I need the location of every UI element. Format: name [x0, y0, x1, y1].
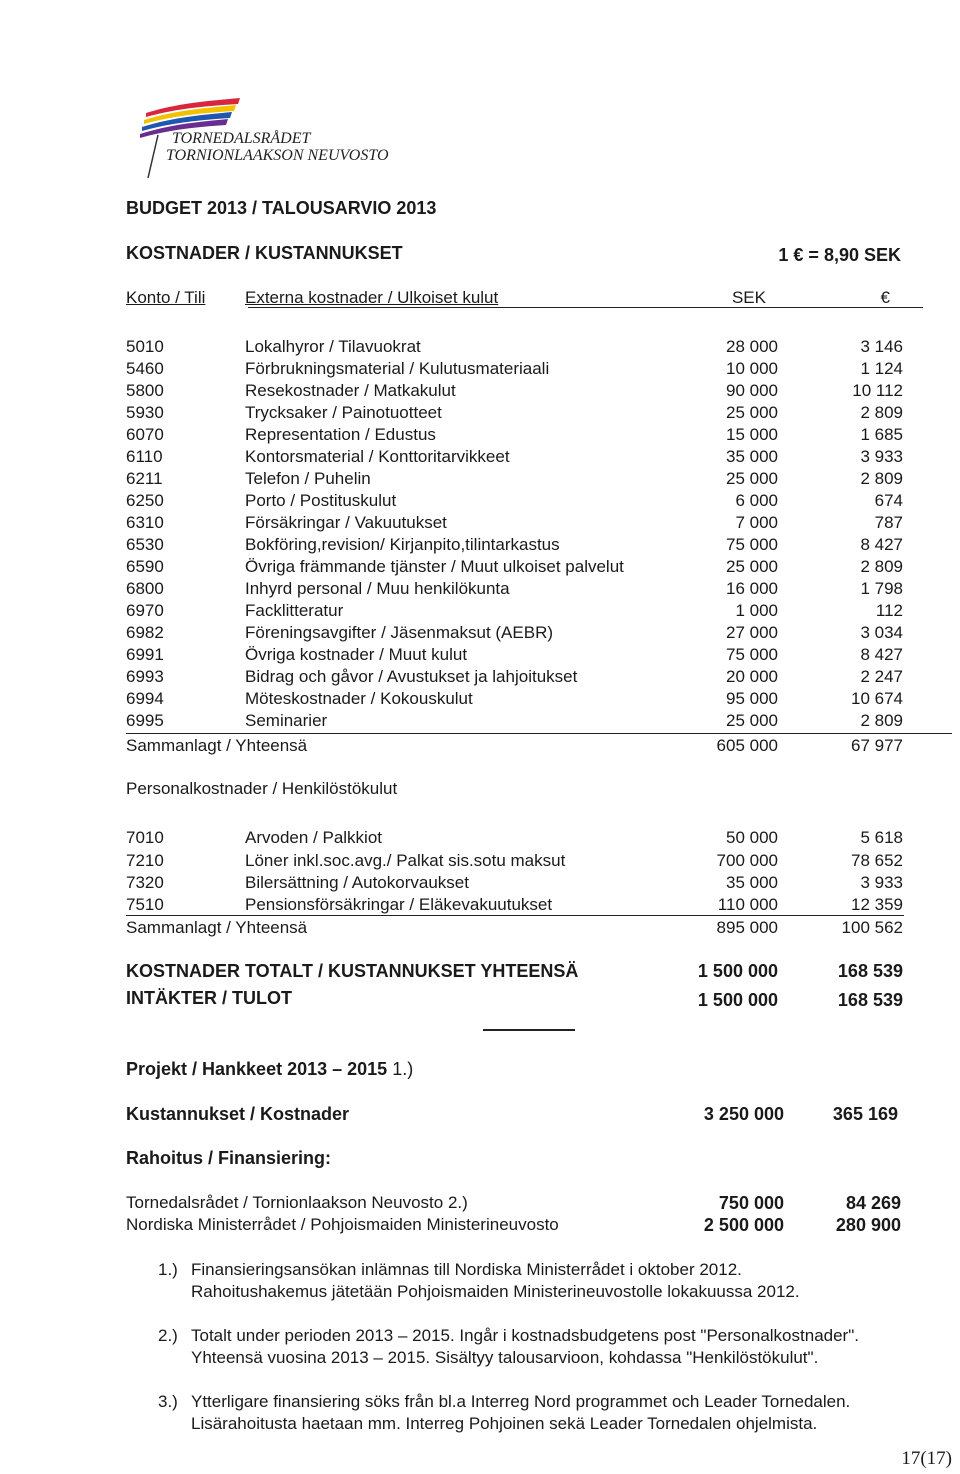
org-name-sv: TORNEDALSRÅDET	[172, 130, 311, 147]
financing-row: Tornedalsrådet / Tornionlaakson Neuvosto 2.) 750 000 84 269	[126, 1193, 901, 1213]
table-row: 6994 Möteskostnader / Kokouskulut 95 000 10 674	[126, 689, 903, 708]
table-row: 6530 Bokföring,revision/ Kirjanpito,tilintarkastus 75 000 8 427	[126, 535, 903, 554]
table-row: 7510 Pensionsförsäkringar / Eläkevakuutukset 110 000 12 359	[126, 895, 903, 914]
col-account: Konto / Tili	[126, 288, 206, 307]
table-row: 6070 Representation / Edustus 15 000 1 685	[126, 425, 903, 444]
table-row: 6982 Föreningsavgifter / Jäsenmaksut (AEBR) 27 000 3 034	[126, 623, 903, 642]
table-row: 5010 Lokalhyror / Tilavuokrat 28 000 3 146	[126, 337, 903, 356]
separator-rule	[483, 1029, 575, 1031]
project-heading: Projekt / Hankkeet 2013 – 2015	[126, 1059, 388, 1079]
personnel-total-rule	[126, 915, 904, 916]
personnel-heading: Personalkostnader / Henkilöstökulut	[126, 779, 398, 798]
external-total-row: Sammanlagt / Yhteensä 605 000 67 977	[126, 736, 903, 755]
page-number: 17(17)	[901, 1448, 952, 1469]
table-row: 6250 Porto / Postituskulut 6 000 674	[126, 491, 903, 510]
table-row: 7210 Löner inkl.soc.avg./ Palkat sis.sotu maksut 700 000 78 652	[126, 851, 903, 870]
col-eur: €	[880, 288, 890, 307]
table-row: 5460 Förbrukningsmaterial / Kulutusmateriaali 10 000 1 124	[126, 359, 903, 378]
financing-row: Nordiska Ministerrådet / Pohjoismaiden Ministerineuvosto 2 500 000 280 900	[126, 1215, 901, 1235]
page-title: BUDGET 2013 / TALOUSARVIO 2013	[126, 198, 437, 218]
income-total-row: INTÄKTER / TULOT 1 500 000 168 539	[126, 988, 903, 1010]
footnote: 1.) Finansieringsansökan inlämnas till Nordiska Ministerrådet i oktober 2012. Rahoitushakemus jätetään Pohjoismaiden Ministerineuvostolle lokakuussa 2012.	[158, 1260, 800, 1301]
table-row: 7320 Bilersättning / Autokorvaukset 35 000 3 933	[126, 873, 903, 892]
table-row: 6991 Övriga kostnader / Muut kulut 75 000 8 427	[126, 645, 903, 664]
costs-heading: KOSTNADER / KUSTANNUKSET	[126, 243, 403, 263]
header-rule	[248, 307, 923, 308]
project-heading-note: 1.)	[392, 1059, 414, 1079]
table-row: 6800 Inhyrd personal / Muu henkilökunta 16 000 1 798	[126, 579, 903, 598]
table-row: 6110 Kontorsmaterial / Konttoritarvikkeet 35 000 3 933	[126, 447, 903, 466]
external-total-rule	[126, 733, 952, 734]
table-row: 6995 Seminarier 25 000 2 809	[126, 711, 903, 730]
table-row: 6211 Telefon / Puhelin 25 000 2 809	[126, 469, 903, 488]
table-row: 6590 Övriga främmande tjänster / Muut ulkoiset palvelut 25 000 2 809	[126, 557, 903, 576]
financing-heading: Rahoitus / Finansiering:	[126, 1148, 332, 1168]
table-row: 5800 Resekostnader / Matkakulut 90 000 10 112	[126, 381, 903, 400]
col-desc: Externa kostnader / Ulkoiset kulut	[245, 288, 499, 307]
project-costs-row: Kustannukset / Kostnader 3 250 000 365 169	[126, 1104, 898, 1124]
table-row: 6310 Försäkringar / Vakuutukset 7 000 787	[126, 513, 903, 532]
logo	[128, 93, 428, 183]
footnote: 3.) Ytterligare finansiering söks från bl.a Interreg Nord programmet och Leader Tornedalen. Lisärahoitusta haetaan mm. Interreg Pohjoinen sekä Leader Tornedalen ohjelmista.	[158, 1392, 851, 1433]
table-row: 6993 Bidrag och gåvor / Avustukset ja lahjoitukset 20 000 2 247	[126, 667, 903, 686]
personnel-total-row: Sammanlagt / Yhteensä 895 000 100 562	[126, 918, 903, 937]
costs-total-row: KOSTNADER TOTALT / KUSTANNUKSET YHTEENSÄ 1 500 000 168 539	[126, 961, 903, 981]
exchange-rate: 1 € = 8,90 SEK	[778, 245, 901, 265]
table-row: 6970 Facklitteratur 1 000 112	[126, 601, 903, 620]
footnote: 2.) Totalt under perioden 2013 – 2015. Ingår i kostnadsbudgetens post "Personalkostnader". Yhteensä vuosina 2013 – 2015. Sisältyy talousarvioon, kohdassa "Henkilöstökulut".	[158, 1326, 859, 1367]
table-row: 5930 Trycksaker / Painotuotteet 25 000 2 809	[126, 403, 903, 422]
project-heading-wrap	[126, 1059, 413, 1080]
org-name-fi: TORNIONLAAKSON NEUVOSTO	[166, 147, 389, 164]
table-row: 7010 Arvoden / Palkkiot 50 000 5 618	[126, 828, 903, 847]
col-sek: SEK	[731, 288, 766, 307]
